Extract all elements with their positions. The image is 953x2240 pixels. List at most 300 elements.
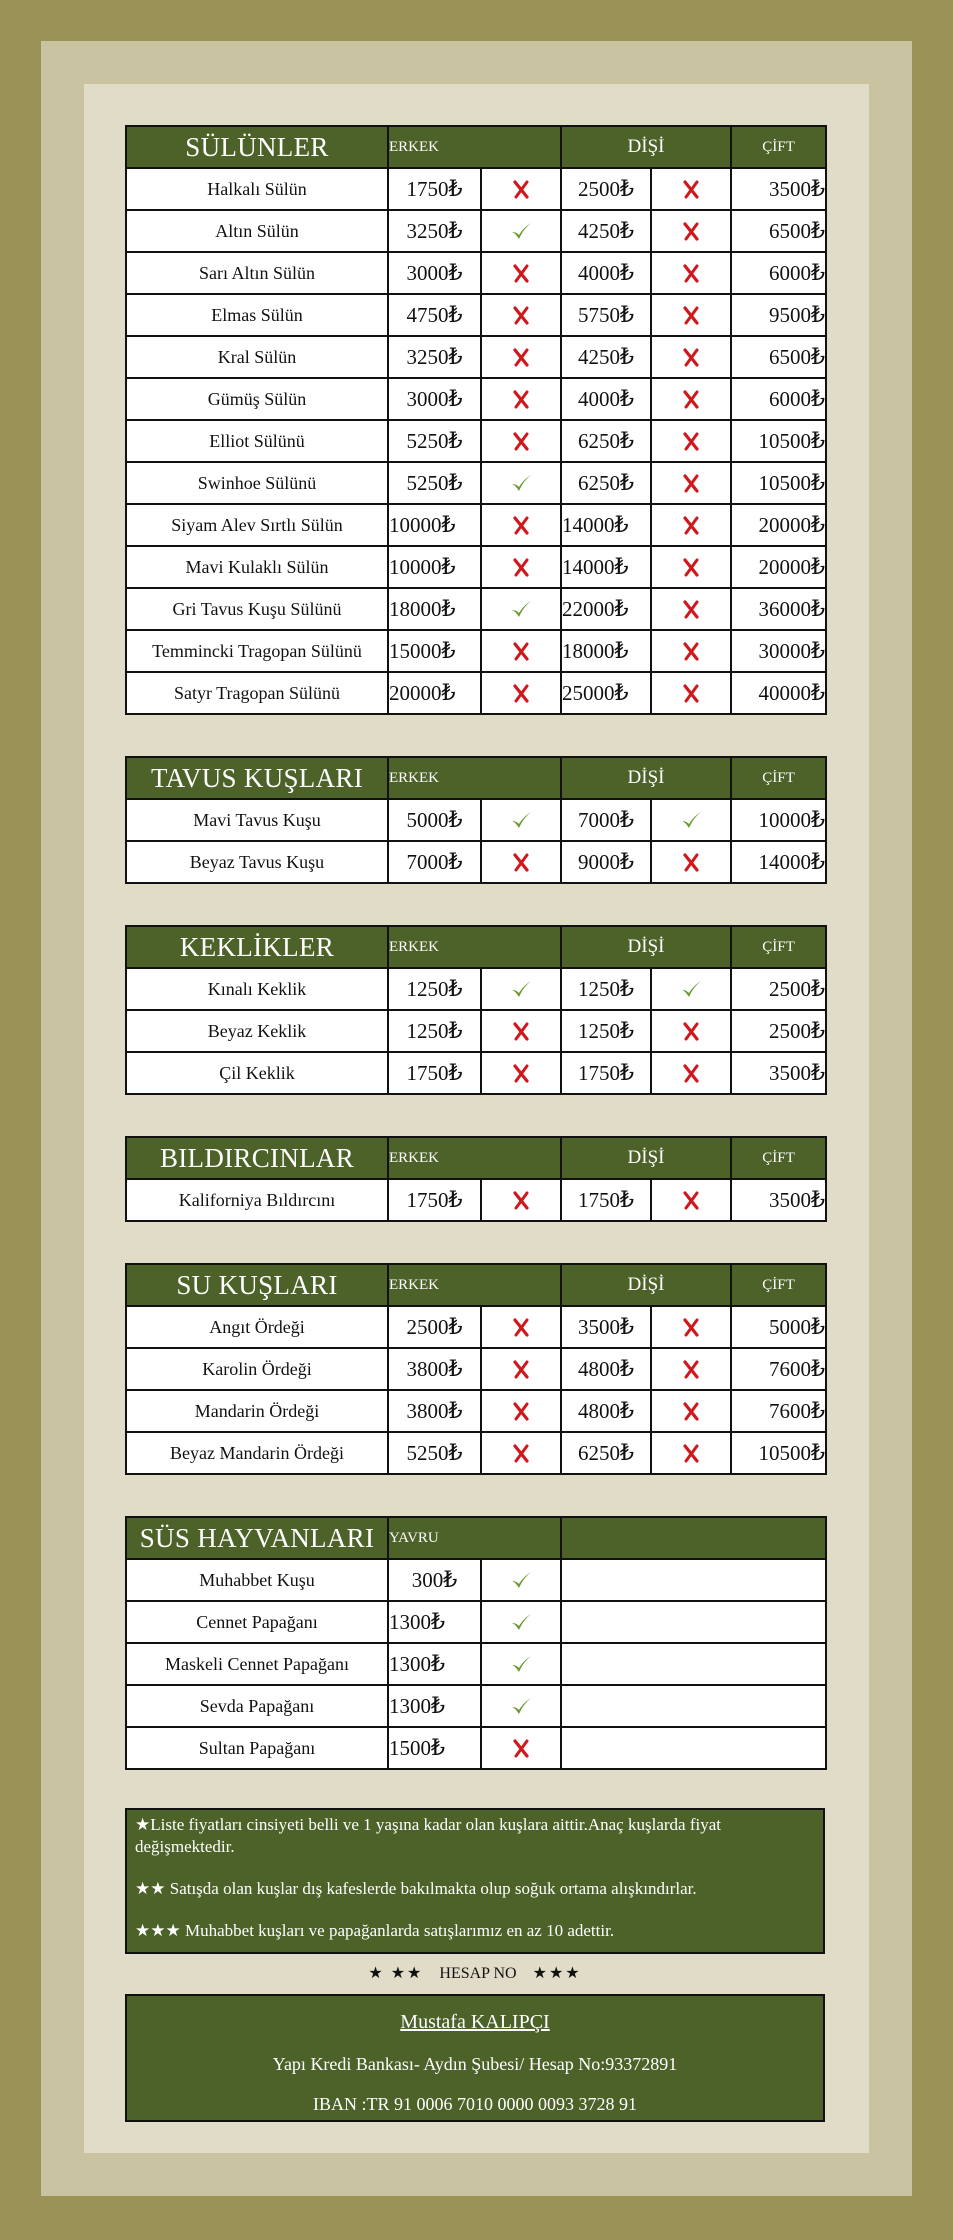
check-icon bbox=[509, 597, 533, 621]
price-value: 3250 bbox=[406, 345, 449, 369]
table-row bbox=[126, 1643, 826, 1685]
lira-symbol: ₺ bbox=[811, 849, 826, 874]
price-cell bbox=[388, 210, 481, 252]
lira-symbol: ₺ bbox=[431, 1735, 445, 1760]
status-cell bbox=[651, 968, 731, 1010]
price-value: 300 bbox=[411, 1568, 444, 1592]
table-row bbox=[126, 968, 826, 1010]
table-row bbox=[126, 1348, 826, 1390]
price-value: 2500 bbox=[769, 977, 812, 1001]
three-stars-icon: ★★★ bbox=[135, 1921, 181, 1940]
status-cell bbox=[481, 462, 561, 504]
bird-name: Kral Sülün bbox=[126, 336, 388, 378]
lira-symbol: ₺ bbox=[811, 1440, 826, 1465]
cross-icon bbox=[679, 387, 703, 411]
cross-icon bbox=[509, 1736, 533, 1760]
table-row bbox=[126, 1685, 826, 1727]
section-title: KEKLİKLER bbox=[126, 926, 388, 968]
price-value: 1250 bbox=[406, 977, 449, 1001]
lira-symbol: ₺ bbox=[811, 680, 826, 705]
price-value: 6000 bbox=[769, 387, 812, 411]
price-value: 10000 bbox=[389, 513, 442, 537]
table-row bbox=[126, 378, 826, 420]
status-cell bbox=[481, 504, 561, 546]
pet-name: Sultan Papağanı bbox=[126, 1727, 388, 1769]
cross-icon bbox=[679, 1441, 703, 1465]
price-cell bbox=[388, 1601, 481, 1643]
status-cell bbox=[651, 841, 731, 883]
status-cell bbox=[651, 588, 731, 630]
table-row bbox=[126, 462, 826, 504]
cross-icon bbox=[679, 681, 703, 705]
lira-symbol: ₺ bbox=[441, 554, 456, 579]
price-cell bbox=[388, 968, 481, 1010]
cross-icon bbox=[679, 850, 703, 874]
cross-icon bbox=[679, 303, 703, 327]
price-cell bbox=[731, 1179, 826, 1221]
male-header: ERKEK bbox=[388, 926, 561, 968]
status-cell bbox=[481, 1348, 561, 1390]
two-stars-icon: ★★ bbox=[135, 1879, 166, 1898]
price-value: 20000 bbox=[758, 555, 812, 579]
price-value: 20000 bbox=[389, 681, 442, 705]
male-header: ERKEK bbox=[388, 1264, 561, 1306]
cross-icon bbox=[679, 1357, 703, 1381]
cross-icon bbox=[509, 1399, 533, 1423]
check-icon bbox=[509, 977, 533, 1001]
lira-symbol: ₺ bbox=[448, 1060, 463, 1085]
price-cell bbox=[731, 420, 826, 462]
cross-icon bbox=[679, 471, 703, 495]
table-row bbox=[126, 1432, 826, 1474]
empty-cell bbox=[561, 1559, 826, 1601]
lira-symbol: ₺ bbox=[811, 260, 826, 285]
table-row bbox=[126, 799, 826, 841]
price-value: 22000 bbox=[562, 597, 615, 621]
table-row bbox=[126, 630, 826, 672]
status-cell bbox=[481, 420, 561, 462]
price-cell bbox=[731, 294, 826, 336]
check-icon bbox=[509, 1694, 533, 1718]
status-cell bbox=[651, 1010, 731, 1052]
lira-symbol: ₺ bbox=[620, 176, 634, 201]
empty-cell bbox=[561, 1601, 826, 1643]
table-row bbox=[126, 336, 826, 378]
pair-header: ÇİFT bbox=[731, 1264, 826, 1306]
lira-symbol: ₺ bbox=[620, 849, 634, 874]
section-table bbox=[125, 125, 827, 715]
female-header: DİŞİ bbox=[561, 1264, 731, 1306]
male-header: ERKEK bbox=[388, 126, 561, 168]
female-header: DİŞİ bbox=[561, 126, 731, 168]
lira-symbol: ₺ bbox=[620, 386, 634, 411]
price-value: 6250 bbox=[578, 471, 620, 495]
price-value: 4000 bbox=[578, 387, 620, 411]
price-cell bbox=[731, 210, 826, 252]
cross-icon bbox=[509, 850, 533, 874]
section-title: BILDIRCINLAR bbox=[126, 1137, 388, 1179]
cross-icon bbox=[509, 387, 533, 411]
status-cell bbox=[481, 1010, 561, 1052]
price-value: 1250 bbox=[578, 1019, 620, 1043]
price-value: 7600 bbox=[769, 1399, 812, 1423]
stars-right-icon: ★★★ bbox=[532, 1965, 582, 1982]
price-value: 6250 bbox=[578, 429, 620, 453]
status-cell bbox=[481, 168, 561, 210]
table-row bbox=[126, 420, 826, 462]
bird-name: Beyaz Keklik bbox=[126, 1010, 388, 1052]
status-cell bbox=[481, 1306, 561, 1348]
price-cell bbox=[561, 841, 651, 883]
lira-symbol: ₺ bbox=[620, 976, 634, 1001]
price-cell bbox=[731, 588, 826, 630]
cross-icon bbox=[679, 639, 703, 663]
price-cell bbox=[731, 378, 826, 420]
lira-symbol: ₺ bbox=[614, 512, 629, 537]
price-cell bbox=[561, 1179, 651, 1221]
price-cell bbox=[388, 1348, 481, 1390]
price-value: 2500 bbox=[406, 1315, 449, 1339]
notes-box bbox=[125, 1808, 825, 1954]
account-owner: Mustafa KALIPÇI bbox=[400, 2011, 550, 2033]
cross-icon bbox=[679, 345, 703, 369]
price-cell bbox=[388, 546, 481, 588]
price-cell bbox=[388, 841, 481, 883]
bird-name: Beyaz Mandarin Ördeği bbox=[126, 1432, 388, 1474]
price-cell bbox=[731, 672, 826, 714]
price-cell bbox=[561, 252, 651, 294]
lira-symbol: ₺ bbox=[448, 386, 463, 411]
table-row bbox=[126, 672, 826, 714]
lira-symbol: ₺ bbox=[620, 470, 634, 495]
lira-symbol: ₺ bbox=[443, 1567, 458, 1592]
price-value: 1750 bbox=[406, 177, 449, 201]
pair-header: ÇİFT bbox=[731, 926, 826, 968]
pet-name: Cennet Papağanı bbox=[126, 1601, 388, 1643]
lira-symbol: ₺ bbox=[448, 344, 463, 369]
status-cell bbox=[481, 1685, 561, 1727]
lira-symbol: ₺ bbox=[620, 260, 634, 285]
check-icon bbox=[509, 471, 533, 495]
price-value: 2500 bbox=[578, 177, 620, 201]
price-value: 3500 bbox=[578, 1315, 620, 1339]
cross-icon bbox=[679, 1019, 703, 1043]
price-cell bbox=[561, 462, 651, 504]
price-cell bbox=[561, 672, 651, 714]
lira-symbol: ₺ bbox=[448, 218, 463, 243]
status-cell bbox=[481, 672, 561, 714]
check-icon bbox=[679, 808, 703, 832]
price-value: 40000 bbox=[758, 681, 812, 705]
bird-name: Elmas Sülün bbox=[126, 294, 388, 336]
cross-icon bbox=[509, 1188, 533, 1212]
lira-symbol: ₺ bbox=[448, 428, 463, 453]
empty-cell bbox=[561, 1643, 826, 1685]
price-value: 18000 bbox=[562, 639, 615, 663]
price-cell bbox=[388, 1559, 481, 1601]
status-cell bbox=[481, 336, 561, 378]
note-1 bbox=[135, 1814, 815, 1858]
lira-symbol: ₺ bbox=[811, 976, 826, 1001]
pair-header: ÇİFT bbox=[731, 126, 826, 168]
note-3-text: Muhabbet kuşları ve papağanlarda satışlarımız en az 10 adettir. bbox=[184, 1921, 615, 1940]
price-value: 25000 bbox=[562, 681, 615, 705]
status-cell bbox=[651, 420, 731, 462]
price-value: 4250 bbox=[578, 219, 620, 243]
status-cell bbox=[651, 336, 731, 378]
table-row bbox=[126, 1010, 826, 1052]
lira-symbol: ₺ bbox=[811, 596, 826, 621]
pet-name: Muhabbet Kuşu bbox=[126, 1559, 388, 1601]
price-value: 6000 bbox=[769, 261, 812, 285]
status-cell bbox=[651, 672, 731, 714]
table-row bbox=[126, 588, 826, 630]
bird-name: Temmincki Tragopan Sülünü bbox=[126, 630, 388, 672]
cross-icon bbox=[509, 681, 533, 705]
status-cell bbox=[651, 252, 731, 294]
lira-symbol: ₺ bbox=[620, 428, 634, 453]
table-row bbox=[126, 841, 826, 883]
lira-symbol: ₺ bbox=[431, 1651, 445, 1676]
price-cell bbox=[388, 630, 481, 672]
price-cell bbox=[731, 504, 826, 546]
price-value: 1750 bbox=[578, 1188, 620, 1212]
price-value: 4000 bbox=[578, 261, 620, 285]
cross-icon bbox=[679, 429, 703, 453]
status-cell bbox=[481, 841, 561, 883]
status-cell bbox=[481, 1179, 561, 1221]
bird-name: Beyaz Tavus Kuşu bbox=[126, 841, 388, 883]
status-cell bbox=[651, 504, 731, 546]
lira-symbol: ₺ bbox=[811, 1398, 826, 1423]
status-cell bbox=[481, 252, 561, 294]
lira-symbol: ₺ bbox=[620, 1398, 634, 1423]
young-header: YAVRU bbox=[388, 1517, 561, 1559]
cross-icon bbox=[509, 1315, 533, 1339]
note-2-text: Satışda olan kuşlar dış kafeslerde bakılmakta olup soğuk ortama alışkındırlar. bbox=[169, 1879, 697, 1898]
table-row bbox=[126, 1390, 826, 1432]
pet-name: Maskeli Cennet Papağanı bbox=[126, 1643, 388, 1685]
status-cell bbox=[651, 210, 731, 252]
lira-symbol: ₺ bbox=[811, 638, 826, 663]
price-value: 1750 bbox=[406, 1188, 449, 1212]
lira-symbol: ₺ bbox=[448, 976, 463, 1001]
hesap-line bbox=[125, 1954, 825, 1994]
status-cell bbox=[651, 1306, 731, 1348]
price-cell bbox=[388, 1432, 481, 1474]
lira-symbol: ₺ bbox=[620, 1314, 634, 1339]
price-value: 6500 bbox=[769, 219, 812, 243]
price-value: 1500 bbox=[389, 1736, 431, 1760]
section-title: SÜS HAYVANLARI bbox=[126, 1517, 388, 1559]
price-value: 3500 bbox=[769, 1061, 812, 1085]
section-title: TAVUS KUŞLARI bbox=[126, 757, 388, 799]
price-value: 9000 bbox=[578, 850, 620, 874]
pet-name: Sevda Papağanı bbox=[126, 1685, 388, 1727]
bird-name: Mandarin Ördeği bbox=[126, 1390, 388, 1432]
bank-account: Yapı Kredi Bankası- Aydın Şubesi/ Hesap No:93372891 bbox=[272, 2054, 678, 2074]
lira-symbol: ₺ bbox=[448, 1018, 463, 1043]
star-icon: ★ bbox=[135, 1815, 151, 1834]
price-cell bbox=[388, 672, 481, 714]
status-cell bbox=[651, 462, 731, 504]
status-cell bbox=[651, 1052, 731, 1094]
cross-icon bbox=[679, 177, 703, 201]
lira-symbol: ₺ bbox=[448, 1314, 463, 1339]
bird-name: Halkalı Sülün bbox=[126, 168, 388, 210]
price-value: 5000 bbox=[406, 808, 449, 832]
table-row bbox=[126, 1179, 826, 1221]
lira-symbol: ₺ bbox=[620, 218, 634, 243]
cross-icon bbox=[679, 1061, 703, 1085]
cross-icon bbox=[679, 555, 703, 579]
lira-symbol: ₺ bbox=[620, 1018, 634, 1043]
lira-symbol: ₺ bbox=[614, 680, 629, 705]
status-cell bbox=[481, 1052, 561, 1094]
price-cell bbox=[561, 504, 651, 546]
status-cell bbox=[651, 1348, 731, 1390]
lira-symbol: ₺ bbox=[448, 260, 463, 285]
check-icon bbox=[509, 1610, 533, 1634]
price-value: 10500 bbox=[758, 1441, 812, 1465]
price-value: 1250 bbox=[578, 977, 620, 1001]
price-sections bbox=[125, 125, 827, 1475]
status-cell bbox=[651, 1390, 731, 1432]
cross-icon bbox=[679, 1315, 703, 1339]
note-1-text: Liste fiyatları cinsiyeti belli ve 1 yaşına kadar olan kuşlara aittir.Anaç kuşlarda fiyat değişmektedir. bbox=[135, 1815, 721, 1856]
price-cell bbox=[561, 1010, 651, 1052]
price-cell bbox=[731, 1432, 826, 1474]
price-value: 3250 bbox=[406, 219, 449, 243]
price-value: 5250 bbox=[406, 429, 449, 453]
lira-symbol: ₺ bbox=[448, 302, 463, 327]
bird-name: Karolin Ördeği bbox=[126, 1348, 388, 1390]
price-value: 6500 bbox=[769, 345, 812, 369]
bird-name: Altın Sülün bbox=[126, 210, 388, 252]
lira-symbol: ₺ bbox=[441, 512, 456, 537]
price-value: 3000 bbox=[406, 261, 449, 285]
lira-symbol: ₺ bbox=[811, 428, 826, 453]
status-cell bbox=[481, 378, 561, 420]
price-value: 1750 bbox=[578, 1061, 620, 1085]
bird-name: Mavi Tavus Kuşu bbox=[126, 799, 388, 841]
table-row bbox=[126, 1727, 826, 1769]
price-cell bbox=[561, 588, 651, 630]
price-cell bbox=[731, 168, 826, 210]
status-cell bbox=[481, 1643, 561, 1685]
price-cell bbox=[731, 841, 826, 883]
lira-symbol: ₺ bbox=[441, 680, 456, 705]
bird-name: Kınalı Keklik bbox=[126, 968, 388, 1010]
status-cell bbox=[651, 294, 731, 336]
bird-name: Elliot Sülünü bbox=[126, 420, 388, 462]
lira-symbol: ₺ bbox=[448, 1440, 463, 1465]
lira-symbol: ₺ bbox=[441, 638, 456, 663]
price-value: 3500 bbox=[769, 177, 812, 201]
status-cell bbox=[481, 630, 561, 672]
cross-icon bbox=[509, 261, 533, 285]
bird-name: Çil Keklik bbox=[126, 1052, 388, 1094]
cross-icon bbox=[509, 639, 533, 663]
status-cell bbox=[651, 168, 731, 210]
price-value: 7000 bbox=[578, 808, 620, 832]
price-cell bbox=[561, 378, 651, 420]
bird-name: Satyr Tragopan Sülünü bbox=[126, 672, 388, 714]
lira-symbol: ₺ bbox=[811, 386, 826, 411]
price-cell bbox=[731, 462, 826, 504]
table-row bbox=[126, 1601, 826, 1643]
lira-symbol: ₺ bbox=[620, 1356, 634, 1381]
cross-icon bbox=[679, 1188, 703, 1212]
status-cell bbox=[481, 1559, 561, 1601]
price-cell bbox=[388, 252, 481, 294]
cross-icon bbox=[509, 1061, 533, 1085]
price-cell bbox=[731, 546, 826, 588]
note-3 bbox=[135, 1920, 815, 1942]
price-value: 18000 bbox=[389, 597, 442, 621]
price-value: 1250 bbox=[406, 1019, 449, 1043]
price-cell bbox=[388, 1643, 481, 1685]
price-cell bbox=[561, 336, 651, 378]
price-cell bbox=[731, 799, 826, 841]
price-cell bbox=[388, 462, 481, 504]
empty-cell bbox=[561, 1685, 826, 1727]
price-cell bbox=[561, 968, 651, 1010]
lira-symbol: ₺ bbox=[811, 218, 826, 243]
lira-symbol: ₺ bbox=[811, 807, 826, 832]
price-value: 14000 bbox=[758, 850, 812, 874]
lira-symbol: ₺ bbox=[811, 302, 826, 327]
price-cell bbox=[561, 168, 651, 210]
price-value: 4750 bbox=[406, 303, 449, 327]
price-cell bbox=[388, 799, 481, 841]
price-value: 5250 bbox=[406, 1441, 449, 1465]
price-cell bbox=[388, 1010, 481, 1052]
price-value: 3500 bbox=[769, 1188, 812, 1212]
price-value: 6250 bbox=[578, 1441, 620, 1465]
lira-symbol: ₺ bbox=[811, 1314, 826, 1339]
price-value: 20000 bbox=[758, 513, 812, 537]
lira-symbol: ₺ bbox=[811, 1187, 826, 1212]
price-cell bbox=[388, 336, 481, 378]
male-header: ERKEK bbox=[388, 757, 561, 799]
table-row bbox=[126, 1306, 826, 1348]
cross-icon bbox=[679, 219, 703, 243]
lira-symbol: ₺ bbox=[620, 302, 634, 327]
lira-symbol: ₺ bbox=[431, 1609, 445, 1634]
price-cell bbox=[388, 168, 481, 210]
lira-symbol: ₺ bbox=[614, 638, 629, 663]
status-cell bbox=[651, 1432, 731, 1474]
price-value: 4800 bbox=[578, 1399, 620, 1423]
price-cell bbox=[388, 1685, 481, 1727]
price-cell bbox=[388, 1052, 481, 1094]
price-value: 5750 bbox=[578, 303, 620, 327]
status-cell bbox=[481, 546, 561, 588]
status-cell bbox=[481, 294, 561, 336]
status-cell bbox=[481, 210, 561, 252]
status-cell bbox=[481, 1390, 561, 1432]
lira-symbol: ₺ bbox=[620, 807, 634, 832]
status-cell bbox=[651, 630, 731, 672]
section-table bbox=[125, 925, 827, 1095]
section-table bbox=[125, 756, 827, 884]
section-table bbox=[125, 1263, 827, 1475]
price-cell bbox=[388, 378, 481, 420]
price-cell bbox=[388, 588, 481, 630]
price-value: 10000 bbox=[389, 555, 442, 579]
section-title: SU KUŞLARI bbox=[126, 1264, 388, 1306]
